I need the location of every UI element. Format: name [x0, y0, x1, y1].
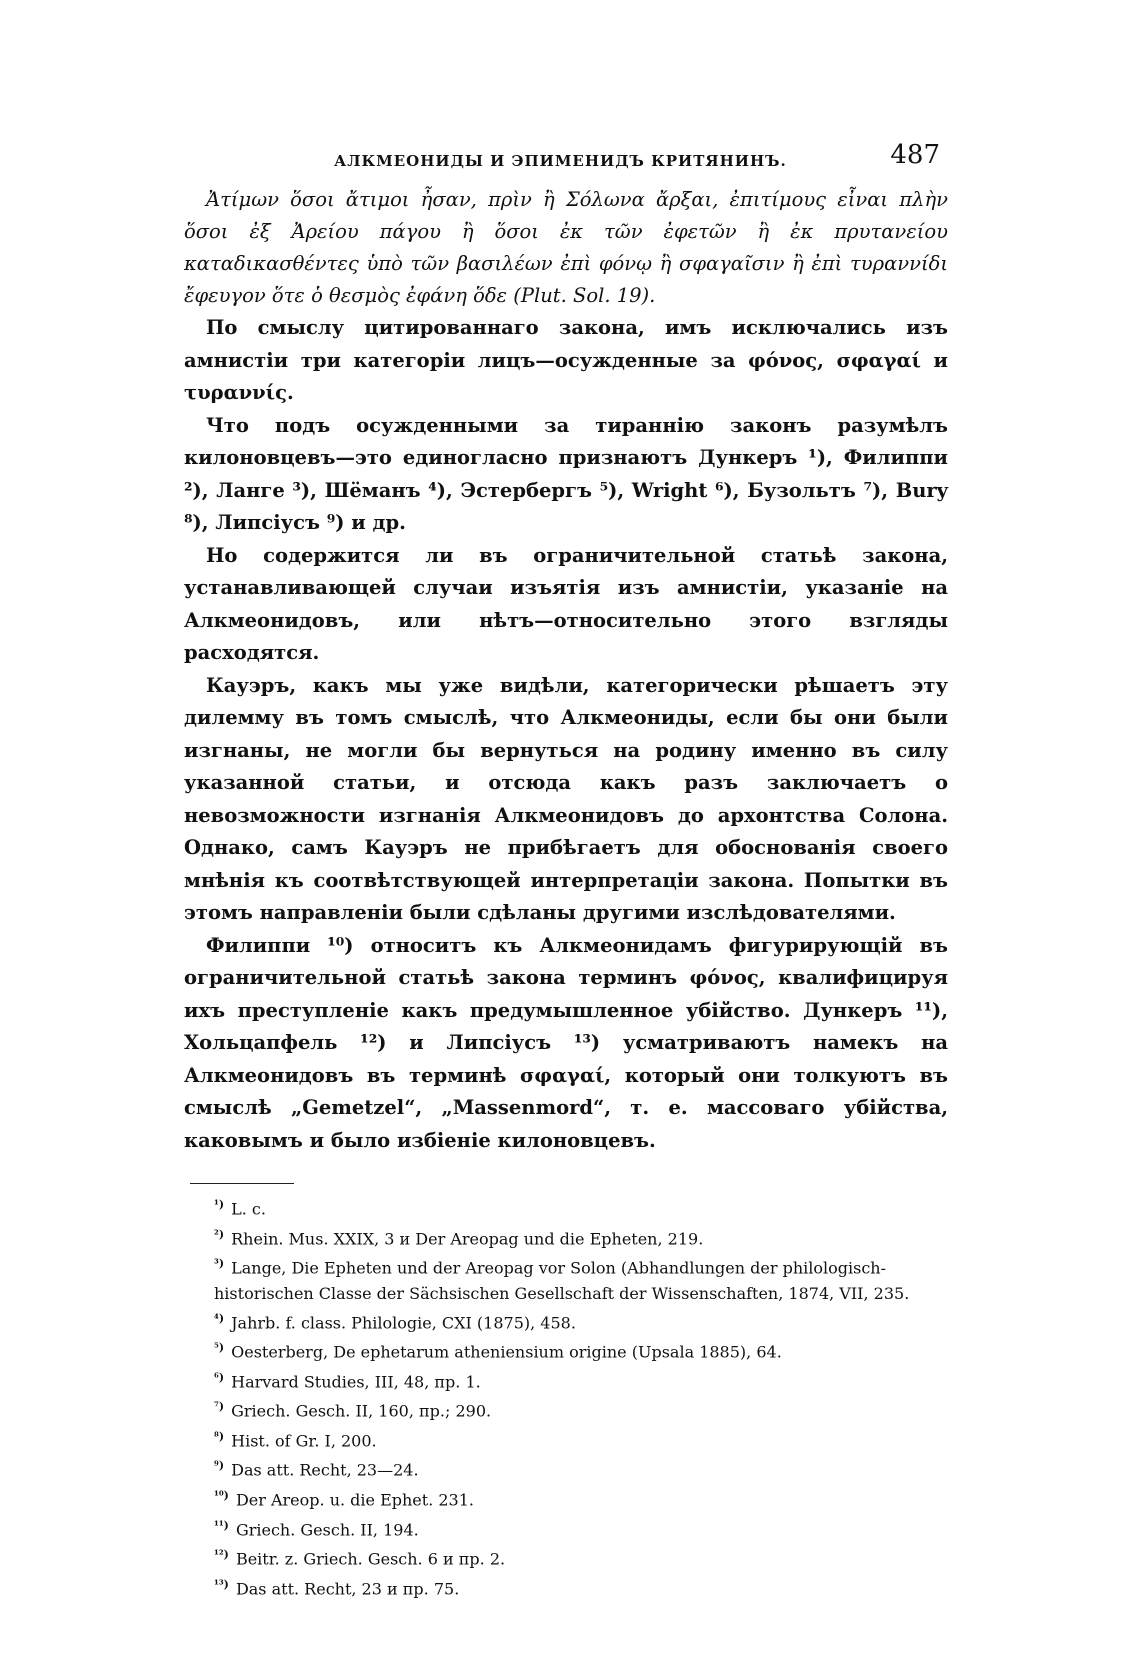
footnote: $^{^1)}$ L. c. — [214, 1198, 266, 1219]
footnotes — [214, 1192, 948, 1601]
paragraph: Что подъ осужденными за тираннію законъ разумѣлъ килоновцевъ—это единогласно признаютъ Дункеръ ¹), Филиппи ²), Ланге ³), Шёманъ ⁴), Эстербергъ ⁵), Wright ⁶), Бузольтъ ⁷), Bury ⁸), Липсіусъ ⁹) и др. — [184, 413, 948, 534]
footnote: $^{^8)}$ Hist. of Gr. I, 200. — [214, 1429, 377, 1451]
footnote: $^{^6)}$ Harvard Studies, III, 48, пр. 1. — [214, 1370, 481, 1392]
footnote: $^{^2)}$ Rhein. Mus. XXIX, 3 и Der Areopag und die Epheten, 219. — [214, 1227, 704, 1248]
footnote: $^{^7)}$ Griech. Gesch. II, 160, пр.; 290. — [214, 1400, 492, 1421]
page-number: 487 — [890, 140, 940, 170]
footnote: $^{^{13})}$ Das att. Recht, 23 и пр. 75. — [214, 1577, 460, 1598]
greek-quotation: Ἀτίμων ὅσοι ἄτιμοι ἦσαν, πρὶν ἢ Σόλωνα ἄρξαι, ἐπιτίμους εἶναι πλὴν ὅσοι ἐξ Ἀρείου πάγου ἢ ὅσοι ἐκ τῶν ἐφετῶν ἢ ἐκ πρυτανείου καταδικασθέντες ὑπὸ τῶν βασιλέων ἐπὶ φόνῳ ἢ σφαγαῖσιν ἢ ἐπὶ τυραννίδι ἔφευγον ὅτε ὁ θεσμὸς ἐφάνη ὅδε (Plut. Sol. 19). — [184, 188, 948, 307]
footnote: $^{^5)}$ Oesterberg, De ephetarum atheniensium origine (Upsala 1885), 64. — [214, 1341, 782, 1362]
paragraph: Филиппи ¹⁰) относитъ къ Алкмеонидамъ фигурирующій въ ограничительной статьѣ закона терминъ φόνος, квалифицируя ихъ преступленіе какъ предумышленное убійство. Дункеръ ¹¹), Хольцапфель ¹²) и Липсіусъ ¹³) усматриваютъ намекъ на Алкмеонидовъ въ терминѣ σφαγαί, который они толкуютъ въ смыслѣ „Gemetzel“, „Massenmord“, т. е. массоваго убійства, каковымъ и было избіеніе килоновцевъ. — [184, 933, 948, 1152]
footnote-divider — [190, 1183, 294, 1184]
footnote: $^{^{12})}$ Beitr. z. Griech. Gesch. 6 и пр. 2. — [214, 1548, 506, 1569]
footnote: $^{^{10})}$ Der Areop. u. die Ephet. 231. — [214, 1488, 474, 1510]
paragraph: Но содержится ли въ ограничительной статьѣ закона, устанавливающей случаи изъятія изъ амнистіи, указаніе на Алкмеонидовъ, или нѣтъ—относительно этого взгляды расходятся. — [184, 543, 948, 664]
paragraph: По смыслу цитированнаго закона, имъ исключались изъ амнистіи три категоріи лицъ—осужденные за φόνος, σφαγαί и τυραννίς. — [184, 316, 948, 404]
footnote: $^{^{11})}$ Griech. Gesch. II, 194. — [214, 1518, 419, 1539]
footnote: $^{^9)}$ Das att. Recht, 23—24. — [214, 1459, 419, 1480]
footnote: $^{^4)}$ Jahrb. f. class. Philologie, CXI (1875), 458. — [214, 1311, 576, 1333]
page-header — [184, 140, 948, 184]
paragraph: Кауэръ, какъ мы уже видѣли, категорически рѣшаетъ эту дилемму въ томъ смыслѣ, что Алкмеониды, если бы они были изгнаны, не могли бы вернуться на родину именно въ силу указанной статьи, и отсюда какъ разъ заключаетъ о невозможности изгнанія Алкмеонидовъ до архонтства Солона. Однако, самъ Кауэръ не прибѣгаетъ для обоснованія своего мнѣнія къ соотвѣтствующей интерпретаціи закона. Попытки въ этомъ направленіи были сдѣланы другими изслѣдователями. — [184, 673, 948, 924]
document-page — [184, 140, 948, 1601]
footnote: $^{^3)}$ Lange, Die Epheten und der Areopag vor Solon (Abhandlungen der philologisch-historischen Classe der Sächsischen Gesellschaft der Wissenschaften, 1874, VII, 235. — [214, 1257, 910, 1303]
running-head: АЛКМЕОНИДЫ И ЭПИМЕНИДЪ КРИТЯНИНЪ. — [334, 152, 787, 170]
main-text — [184, 184, 948, 1157]
